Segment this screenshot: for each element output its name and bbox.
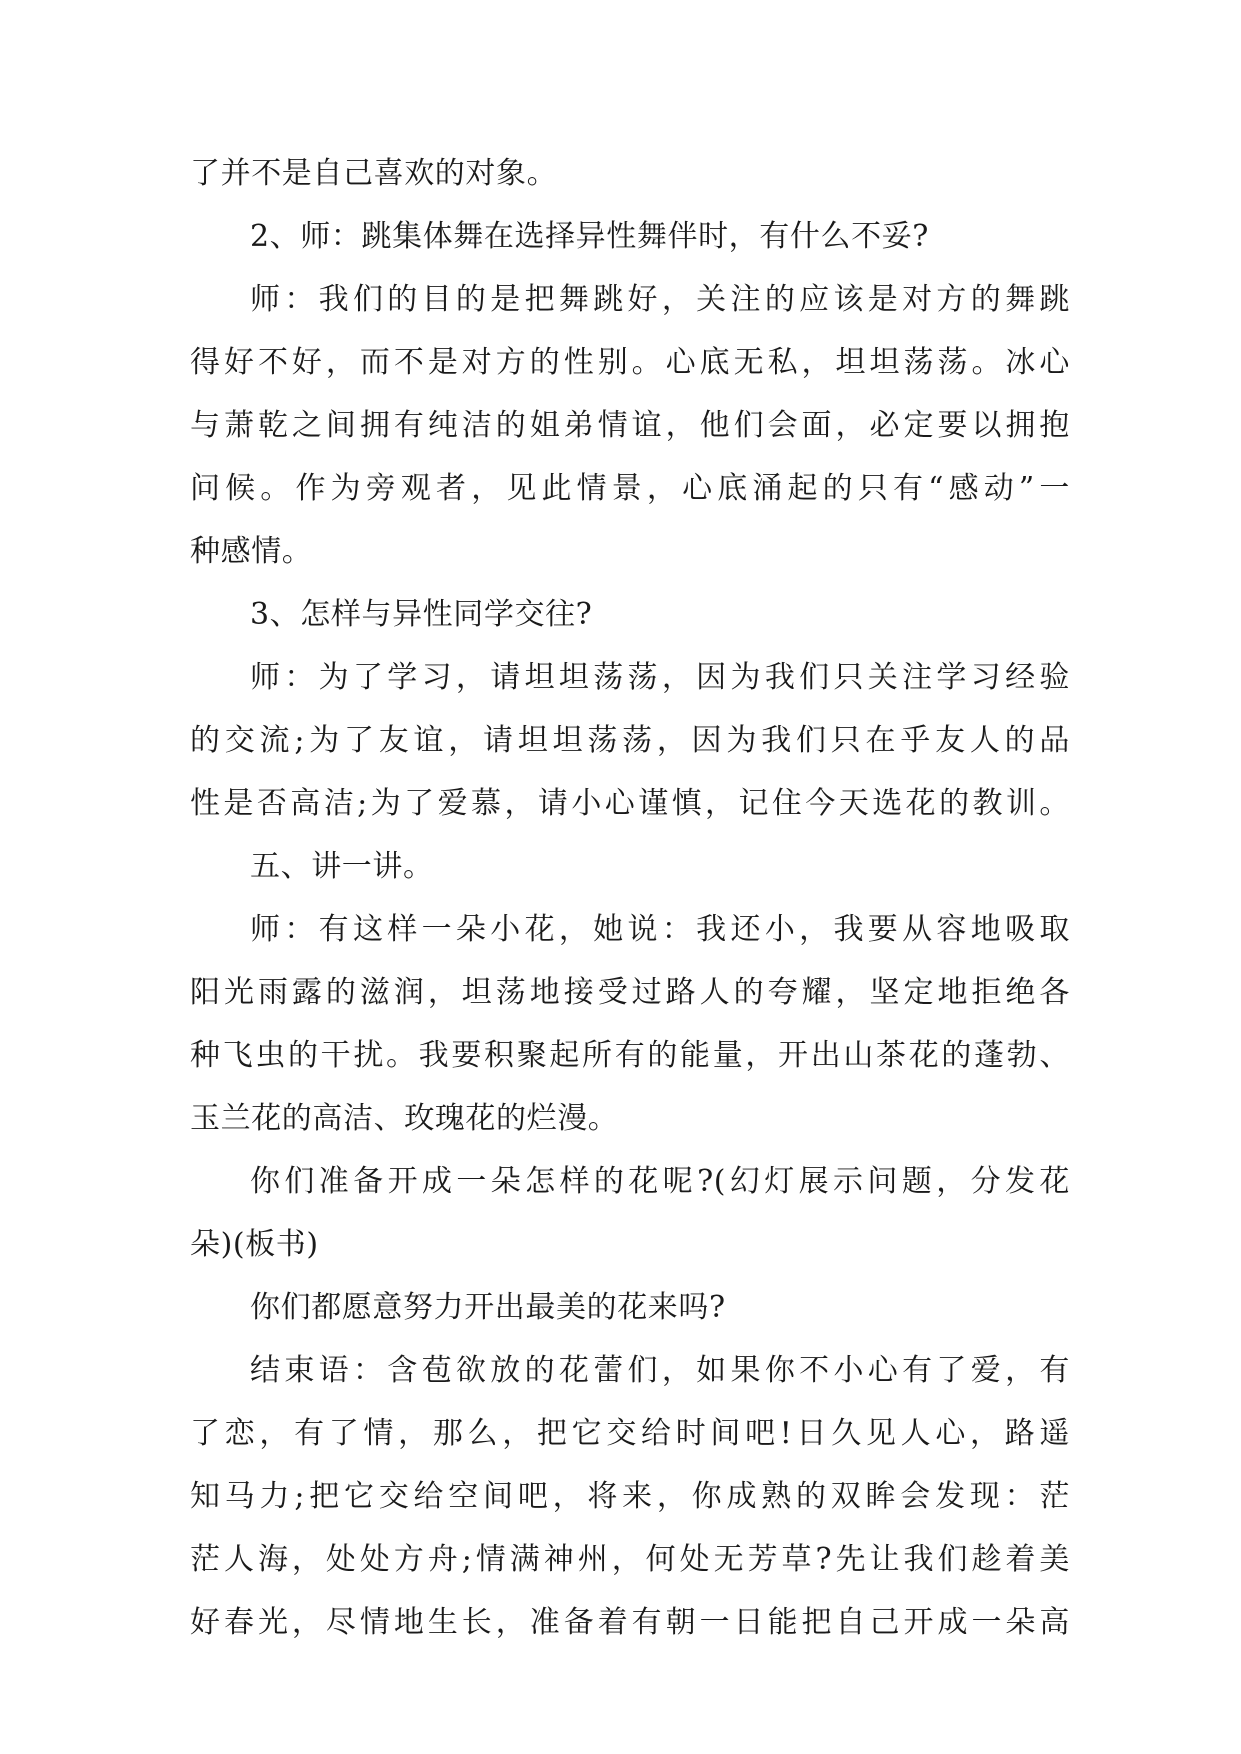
text-line: 种飞虫的干扰。我要积聚起所有的能量，开出山茶花的蓬勃、	[190, 1038, 1070, 1073]
text-line: 好春光，尽情地生长，准备着有朝一日能把自己开成一朵高	[190, 1605, 1070, 1640]
text-line: 朵)(板书)	[190, 1227, 319, 1262]
text-line: 2、师：跳集体舞在选择异性舞伴时，有什么不妥?	[250, 219, 929, 254]
text-line: 性是否高洁;为了爱慕，请小心谨慎，记住今天选花的教训。	[190, 786, 1070, 821]
text-line: 结束语：含苞欲放的花蕾们，如果你不小心有了爱，有	[250, 1353, 1070, 1388]
text-line: 师：我们的目的是把舞跳好，关注的应该是对方的舞跳	[250, 282, 1070, 317]
text-line: 知马力;把它交给空间吧，将来，你成熟的双眸会发现：茫	[190, 1479, 1070, 1514]
text-line: 师：为了学习，请坦坦荡荡，因为我们只关注学习经验	[250, 660, 1070, 695]
text-line: 种感情。	[190, 534, 313, 569]
text-line: 了并不是自己喜欢的对象。	[190, 156, 558, 191]
text-line: 的交流;为了友谊，请坦坦荡荡，因为我们只在乎友人的品	[190, 723, 1070, 758]
text-line: 得好不好，而不是对方的性别。心底无私，坦坦荡荡。冰心	[190, 345, 1070, 380]
text-line: 阳光雨露的滋润，坦荡地接受过路人的夸耀，坚定地拒绝各	[190, 975, 1070, 1010]
text-line: 玉兰花的高洁、玫瑰花的烂漫。	[190, 1101, 619, 1136]
text-line: 五、讲一讲。	[250, 849, 434, 884]
text-line: 你们都愿意努力开出最美的花来吗?	[250, 1290, 726, 1325]
text-line: 问候。作为旁观者，见此情景，心底涌起的只有“感动”一	[190, 471, 1070, 506]
text-line: 师：有这样一朵小花，她说：我还小，我要从容地吸取	[250, 912, 1070, 947]
text-line: 了恋，有了情，那么，把它交给时间吧!日久见人心，路遥	[190, 1416, 1070, 1451]
text-line: 你们准备开成一朵怎样的花呢?(幻灯展示问题，分发花	[250, 1164, 1070, 1199]
text-line: 3、怎样与异性同学交往?	[250, 597, 593, 632]
text-line: 与萧乾之间拥有纯洁的姐弟情谊，他们会面，必定要以拥抱	[190, 408, 1070, 443]
text-line: 茫人海，处处方舟;情满神州，何处无芳草?先让我们趁着美	[190, 1542, 1070, 1577]
